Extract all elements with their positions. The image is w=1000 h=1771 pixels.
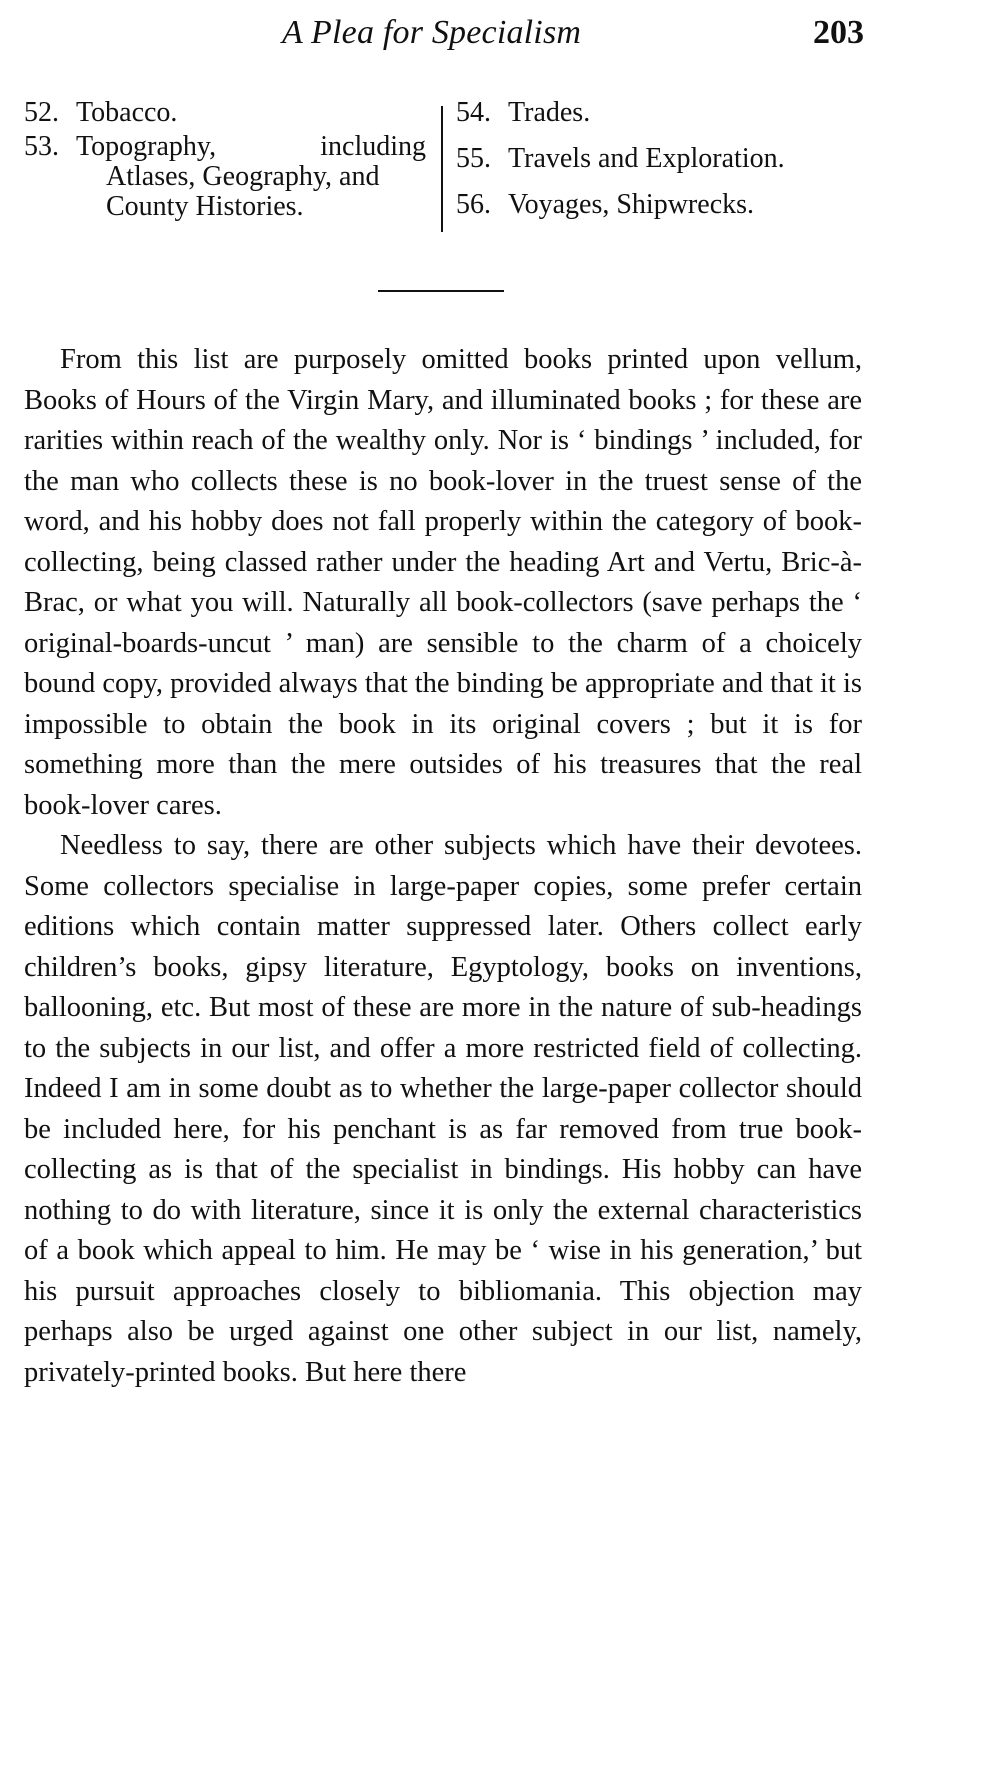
column-divider (441, 106, 443, 232)
subject-list-left-column (24, 98, 426, 226)
list-item-first-word: Topography, (76, 131, 217, 162)
list-item-number: 56. (456, 189, 491, 220)
list-item-continuation-line: Atlases, Geography, and (106, 161, 380, 192)
list-item (24, 98, 426, 128)
list-item-text: Trades. (508, 97, 591, 128)
list-item-text: Travels and Exploration. (508, 143, 785, 174)
subject-list-right-column (456, 98, 866, 236)
running-title: A Plea for Specialism (282, 14, 582, 51)
paragraph: Needless to say, there are other subjects which have their devotees. Some collectors specialise in large-paper copies, some prefer certain editions which contain matter suppressed later. Others collect early children’s books, gipsy literature, Egyptology, books on inventions, ballooning, etc. But most of these are more in the nature of sub-headings to the subjects in our list, and offer a more restricted field of collecting. Indeed I am in some doubt as to whether the large-paper collector should be included here, for his penchant is as far removed from true book-collecting as is that of the specialist in bindings. His hobby can have nothing to do with literature, since it is only the external characteristics of a book which appeal to him. He may be ‘ wise in his generation,’ but his pursuit approaches closely to bibliomania. This objection may perhaps also be urged against one other subject in our list, namely, privately-printed books. But here there (24, 830, 862, 1388)
running-head (24, 14, 864, 62)
list-item-text: Voyages, Shipwrecks. (508, 189, 755, 220)
list-item-number: 54. (456, 97, 491, 128)
paragraph: From this list are purposely omitted books printed upon vellum, Books of Hours of the Virgin Mary, and illuminated books ; for these are rarities within reach of the wealthy only. Nor is ‘ bindings ’ included, for the man who collects these is no book-lover in the truest sense of the word, and his hobby does not fall properly within the category of book-collecting, being classed rather under the heading Art and Vertu, Bric-à-Brac, or what you will. Naturally all book-collectors (save perhaps the ‘ original-boards-uncut ’ man) are sensible to the charm of a choicely bound copy, provided always that the binding be appropriate and that it is impossible to obtain the book in its original covers ; but it is for something more than the mere outsides of his treasures that the real book-lover cares. (24, 344, 862, 821)
list-item-number: 52. (24, 97, 59, 128)
section-divider (378, 290, 504, 292)
list-item-text (76, 132, 426, 222)
list-item-continuation-line: County Histories. (106, 191, 304, 222)
list-item-first-line (76, 132, 426, 162)
page-number: 203 (813, 14, 864, 51)
list-item-continuation (76, 162, 426, 222)
list-item (456, 190, 866, 220)
subject-list (24, 98, 864, 243)
list-item-number: 55. (456, 143, 491, 174)
list-item (456, 98, 866, 128)
body-text (24, 340, 862, 1393)
list-item (456, 144, 866, 174)
list-item (24, 132, 426, 222)
list-item-first-word-right: including (320, 131, 426, 162)
list-item-number: 53. (24, 131, 59, 162)
list-item-text: Tobacco. (76, 97, 178, 128)
